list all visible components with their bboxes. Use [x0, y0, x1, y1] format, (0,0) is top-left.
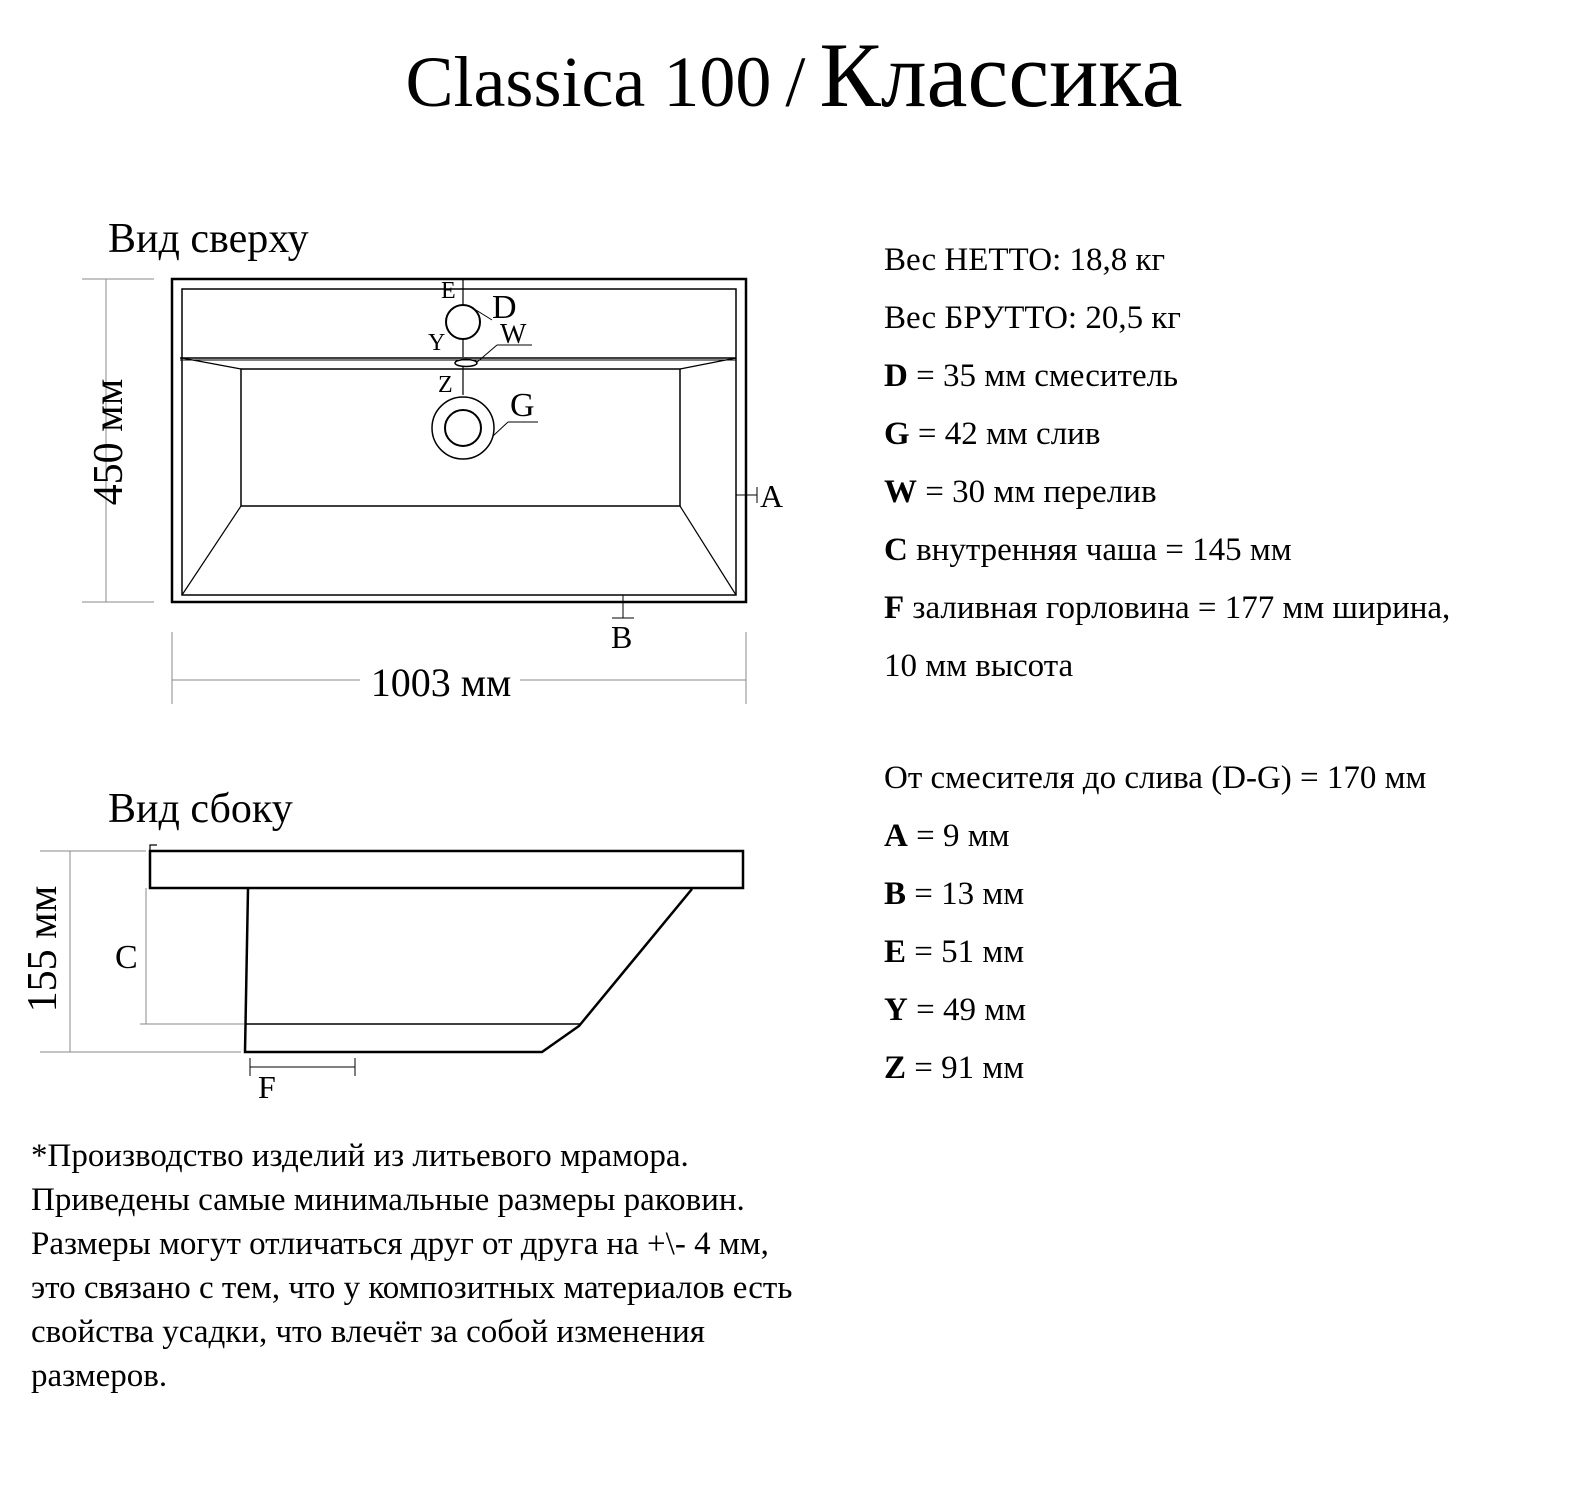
basin-outer-outline	[172, 279, 746, 602]
bowl-profile	[245, 889, 692, 1052]
spec-z-key: Z	[884, 1050, 907, 1086]
label-y: Y	[428, 330, 446, 356]
spec-g-text: = 42 мм слив	[909, 416, 1101, 452]
spec-b-text: = 13 мм	[906, 876, 1025, 912]
spec-w-text: = 30 мм перелив	[917, 474, 1157, 510]
label-e: E	[441, 278, 456, 304]
spec-e-key: E	[884, 934, 907, 970]
top-view	[82, 216, 783, 705]
bowl-slope-bottom-right	[680, 506, 736, 595]
spec-e	[884, 934, 1024, 971]
spec-g-key: G	[884, 416, 910, 452]
spec-y-key: Y	[884, 992, 908, 1028]
spec-c-text: внутренняя чаша = 145 мм	[907, 532, 1292, 568]
label-g: G	[510, 387, 535, 424]
basin-inner-outline	[182, 289, 736, 595]
drain-inner-g	[445, 410, 481, 446]
label-z: Z	[438, 372, 453, 398]
label-f: F	[258, 1069, 276, 1105]
label-w: W	[500, 319, 527, 350]
label-c: C	[115, 939, 138, 976]
spec-b	[884, 876, 1024, 913]
footnote-line: *Производство изделий из литьевого мрамора.	[31, 1138, 689, 1174]
spec-e-text: = 51 мм	[906, 934, 1025, 970]
top-width-dim-label: 1003 мм	[370, 660, 512, 705]
label-d: D	[492, 289, 517, 326]
deck-profile	[150, 851, 743, 888]
spec-c	[884, 532, 1292, 569]
footnote-line: размеров.	[31, 1358, 168, 1394]
side-view	[20, 786, 743, 1105]
spec-y-text: = 49 мм	[907, 992, 1026, 1028]
spec-a-text: = 9 мм	[907, 818, 1010, 854]
top-view-heading: Вид сверху	[108, 216, 309, 262]
footnote-line: свойства усадки, что влечёт за собой изменения	[31, 1314, 705, 1350]
spec-d	[884, 358, 1178, 395]
spec-d-text: = 35 мм смеситель	[907, 358, 1179, 394]
spec-f-text: заливная горловина = 177 мм ширина,	[904, 590, 1451, 626]
spec-f	[884, 590, 1450, 627]
spec-f-key: F	[884, 590, 905, 626]
title-separator: /	[785, 42, 806, 122]
spec-distance-d-g: От смесителя до слива (D-G) = 170 мм	[884, 760, 1427, 796]
faucet-hole-d	[446, 305, 480, 339]
spec-a-key: A	[884, 818, 908, 854]
spec-d-key: D	[884, 358, 908, 394]
spec-f-continuation: 10 мм высота	[884, 648, 1074, 684]
spec-weight-gross: Вес БРУТТО: 20,5 кг	[884, 300, 1181, 336]
spec-w	[884, 474, 1157, 511]
side-view-heading: Вид сбоку	[108, 786, 293, 832]
overflow-hole-w	[455, 360, 477, 367]
drain-outer-g	[432, 397, 494, 459]
footnote-line: Приведены самые минимальные размеры раковин.	[31, 1182, 745, 1218]
spec-weight-net: Вес НЕТТО: 18,8 кг	[884, 242, 1166, 278]
footnote-line: это связано с тем, что у композитных материалов есть	[31, 1270, 793, 1306]
spec-y	[884, 992, 1026, 1029]
spec-g	[884, 416, 1100, 453]
footnote-line: Размеры могут отличаться друг от друга на +\- 4 мм,	[31, 1226, 769, 1262]
label-a: A	[760, 478, 784, 514]
side-height-dim-label: 155 мм	[20, 885, 66, 1013]
title-cyrillic: Классика	[819, 24, 1183, 126]
footnote	[31, 1134, 792, 1398]
leader-g	[493, 422, 508, 436]
spec-z	[884, 1050, 1024, 1087]
spec-w-key: W	[884, 474, 917, 510]
top-height-dim-label: 450 мм	[86, 378, 132, 506]
label-b: B	[611, 619, 633, 655]
title-latin: Classica 100	[405, 42, 772, 122]
spec-z-text: = 91 мм	[906, 1050, 1025, 1086]
spec-a	[884, 818, 1009, 855]
spec-b-key: B	[884, 876, 907, 912]
spec-c-key: C	[884, 532, 908, 568]
bowl-bottom	[241, 369, 680, 506]
bowl-slope-bottom-left	[182, 506, 241, 595]
